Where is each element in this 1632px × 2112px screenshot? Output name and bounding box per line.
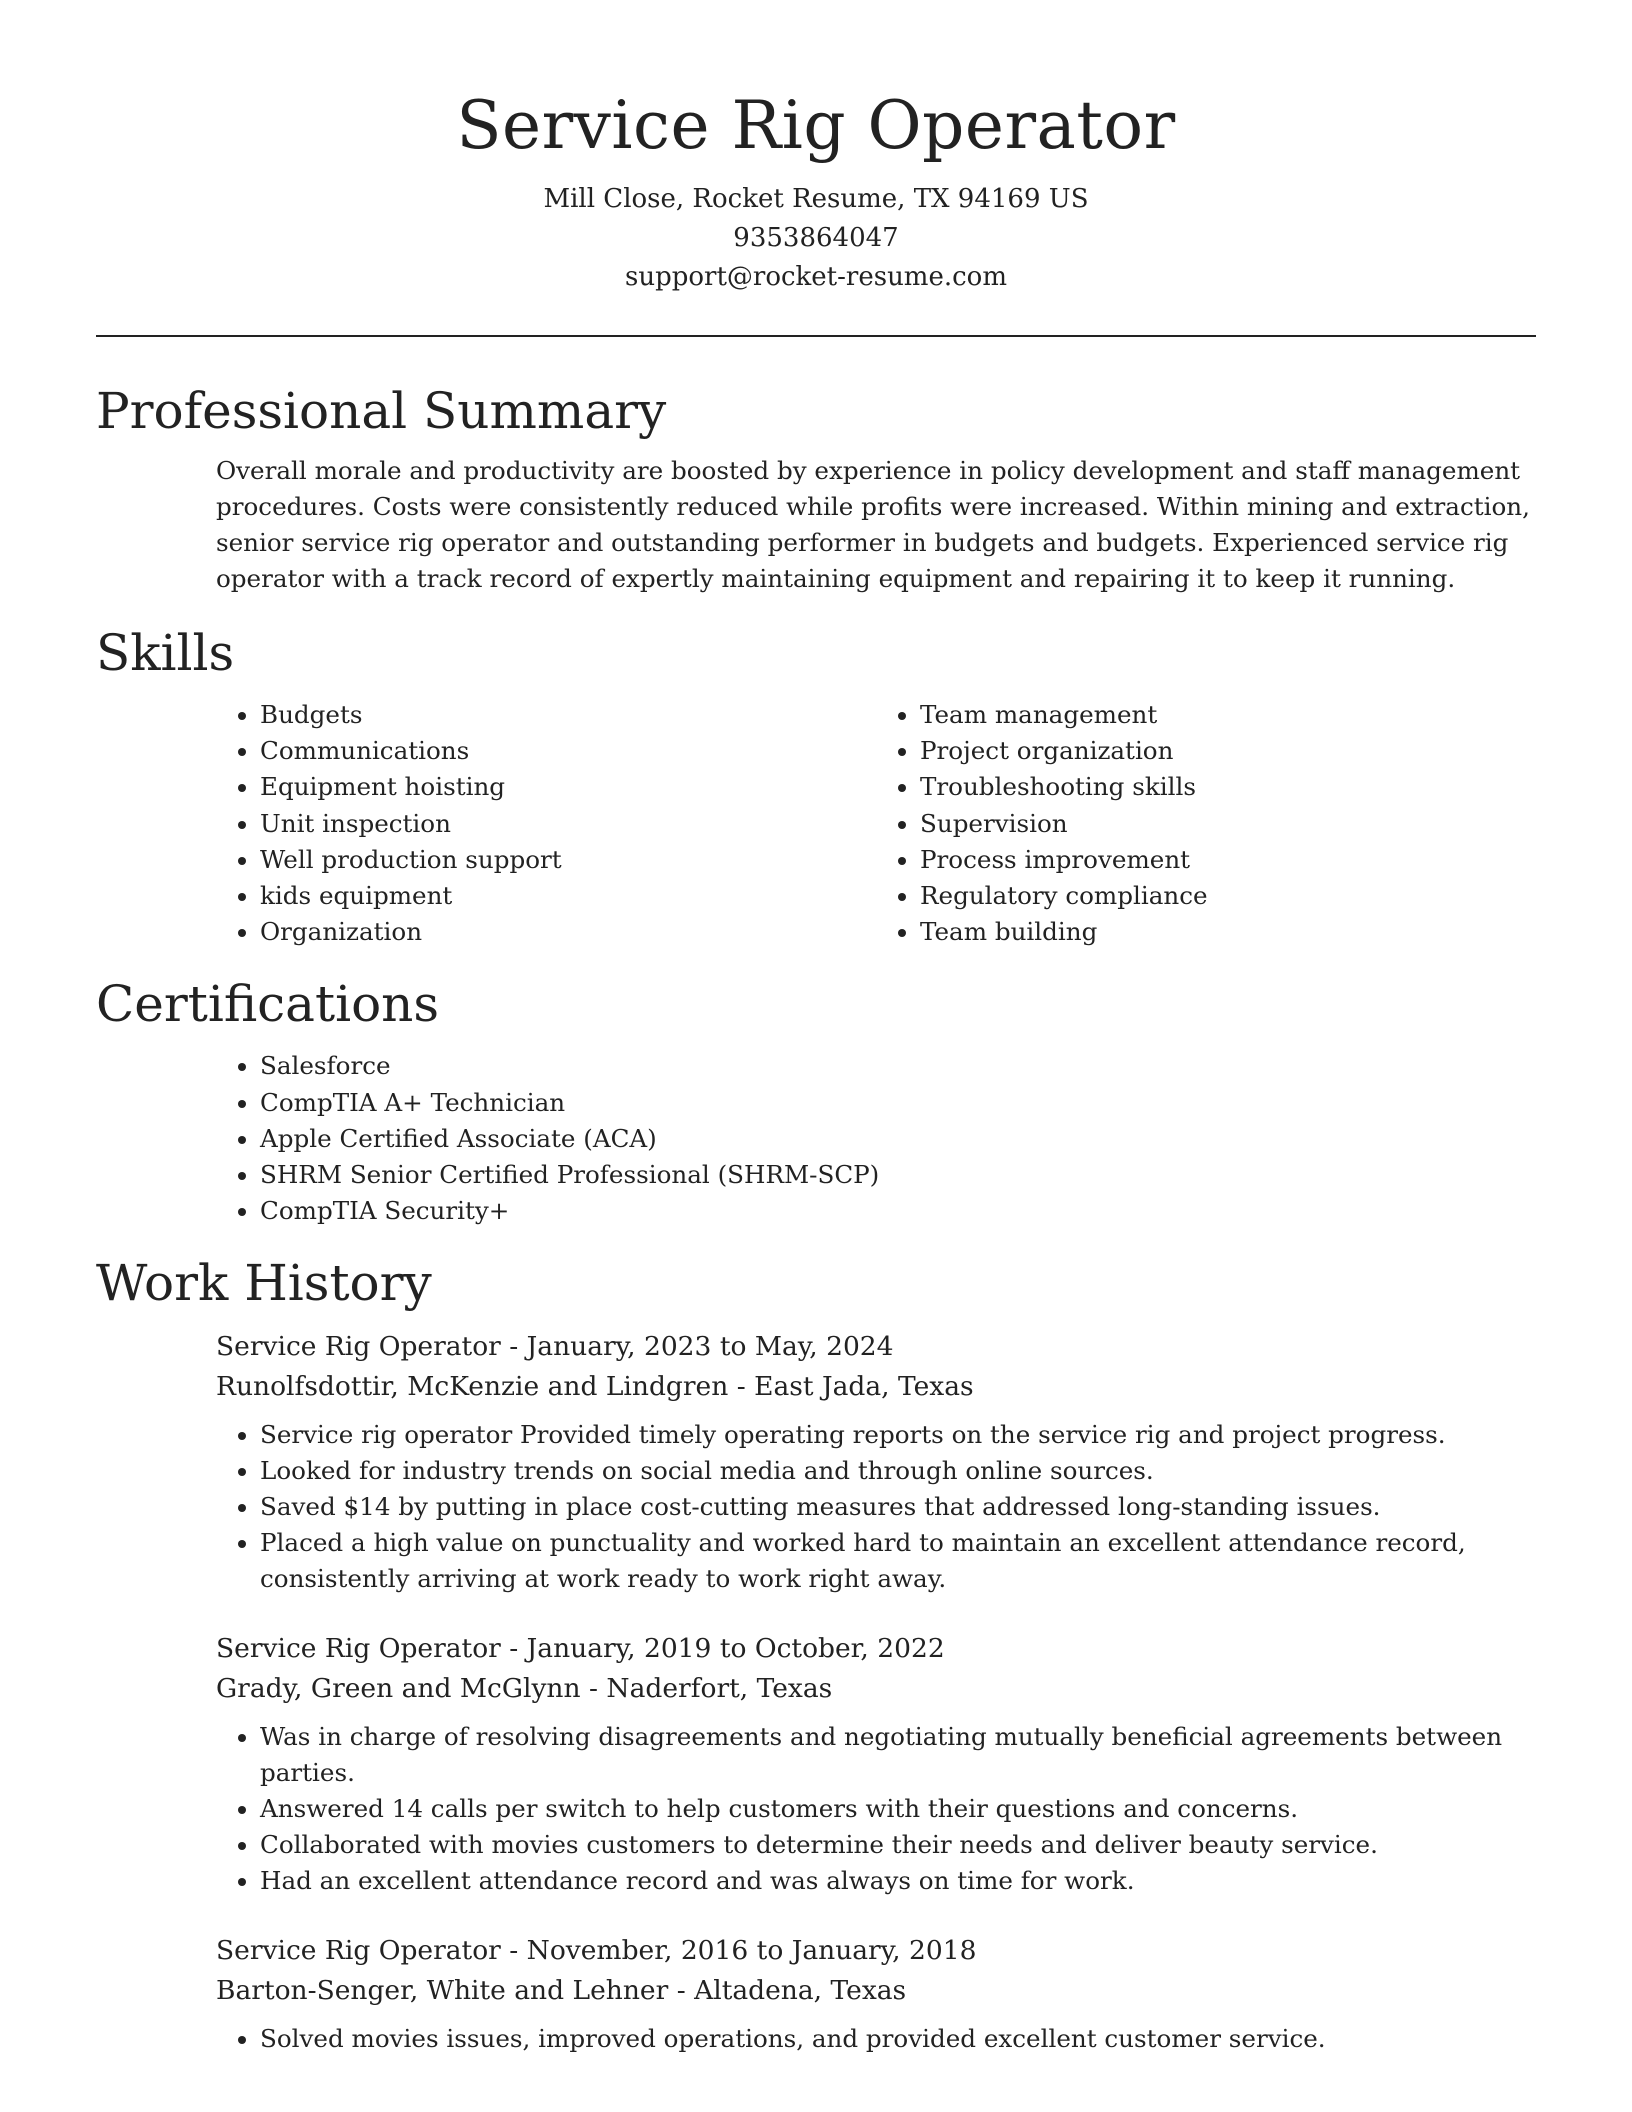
skill-item: • Team building bbox=[920, 914, 1536, 950]
job-bullets bbox=[216, 1417, 1536, 1597]
job-bullet: • Had an excellent attendance record and was always on time for work. bbox=[260, 1863, 1536, 1899]
skill-item: • Team management bbox=[920, 697, 1536, 733]
job-bullet: • Was in charge of resolving disagreements and negotiating mutually beneficial agreements between parties. bbox=[260, 1719, 1536, 1791]
summary-title: Professional Summary bbox=[96, 382, 667, 440]
job-dates: January, 2023 to May, 2024 bbox=[526, 1331, 894, 1363]
certification-item: • SHRM Senior Certified Professional (SHRM-SCP) bbox=[260, 1157, 1536, 1193]
skills-list-right bbox=[876, 697, 1536, 950]
job-company-line bbox=[216, 1367, 1536, 1407]
skill-item: • Project organization bbox=[920, 733, 1536, 769]
job-location: East Jada, Texas bbox=[754, 1371, 974, 1403]
company-separator: - bbox=[728, 1371, 755, 1403]
job-title: Service Rig Operator bbox=[216, 1331, 501, 1363]
skill-item: • Well production support bbox=[260, 842, 876, 878]
job-bullet: • Collaborated with movies customers to determine their needs and deliver beauty service. bbox=[260, 1827, 1536, 1863]
job-entry bbox=[216, 1931, 1536, 2057]
certifications-title: Certifications bbox=[96, 975, 440, 1034]
job-company: Grady, Green and McGlynn bbox=[216, 1673, 581, 1705]
job-company-line bbox=[216, 1669, 1536, 1709]
skill-item: • Equipment hoisting bbox=[260, 769, 876, 805]
job-bullet: • Looked for industry trends on social media and through online sources. bbox=[260, 1453, 1536, 1489]
contact-email: support@rocket-resume.com bbox=[624, 262, 1007, 292]
skill-item: • Budgets bbox=[260, 697, 876, 733]
resume-header bbox=[96, 0, 1536, 297]
job-entry bbox=[216, 1327, 1536, 1597]
company-separator: - bbox=[580, 1673, 607, 1705]
skill-item: • Unit inspection bbox=[260, 806, 876, 842]
skills-title: Skills bbox=[96, 624, 235, 682]
job-bullets bbox=[216, 1719, 1536, 1899]
job-location: Naderfort, Texas bbox=[606, 1673, 833, 1705]
contact-address: Mill Close, Rocket Resume, TX 94169 US bbox=[543, 184, 1089, 214]
skill-item: • Troubleshooting skills bbox=[920, 769, 1536, 805]
title-separator: - bbox=[500, 1633, 527, 1665]
job-title: Service Rig Operator bbox=[216, 1633, 501, 1665]
work-history-section bbox=[96, 1251, 1536, 2057]
job-company: Barton-Senger, White and Lehner bbox=[216, 1975, 669, 2007]
skill-item: • Regulatory compliance bbox=[920, 878, 1536, 914]
skill-item: • kids equipment bbox=[260, 878, 876, 914]
certification-item: • CompTIA A+ Technician bbox=[260, 1085, 1536, 1121]
summary-text: Overall morale and productivity are boosted by experience in policy development and staff management procedures. Costs were consistently reduced while profits were increased. Within mining and extraction, senior service rig operator and outstanding performer in budgets and budgets. Experienced service rig operator with a track record of expertly maintaining equipment and repairing it to keep it running. bbox=[216, 456, 1530, 593]
job-company: Runolfsdottir, McKenzie and Lindgren bbox=[216, 1371, 729, 1403]
job-title-line bbox=[216, 1629, 1536, 1669]
skill-item: • Supervision bbox=[920, 806, 1536, 842]
job-location: Altadena, Texas bbox=[694, 1975, 907, 2007]
certification-item: • CompTIA Security+ bbox=[260, 1193, 1536, 1229]
job-title-line bbox=[216, 1931, 1536, 1971]
skill-item: • Organization bbox=[260, 914, 876, 950]
job-title: Service Rig Operator bbox=[216, 1935, 501, 1967]
title-separator: - bbox=[500, 1935, 527, 1967]
title-separator: - bbox=[500, 1331, 527, 1363]
certifications-list bbox=[216, 1048, 1536, 1229]
job-bullet: • Placed a high value on punctuality and worked hard to maintain an excellent attendance record, consistently arriving at work ready to work right away. bbox=[260, 1525, 1536, 1597]
certification-item: • Apple Certified Associate (ACA) bbox=[260, 1121, 1536, 1157]
skills-columns bbox=[216, 697, 1536, 950]
summary-section bbox=[96, 379, 1536, 597]
job-company-line bbox=[216, 1971, 1536, 2011]
resume-name: Service Rig Operator bbox=[456, 87, 1176, 164]
skills-list-left bbox=[216, 697, 876, 950]
contact-phone: 9353864047 bbox=[733, 223, 899, 253]
skill-item: • Process improvement bbox=[920, 842, 1536, 878]
certification-item: • Salesforce bbox=[260, 1048, 1536, 1084]
job-bullet: • Solved movies issues, improved operations, and provided excellent customer service. bbox=[260, 2021, 1536, 2057]
job-bullets bbox=[216, 2021, 1536, 2057]
job-bullet: • Saved $14 by putting in place cost-cutting measures that addressed long-standing issues. bbox=[260, 1489, 1536, 1525]
job-bullet: • Answered 14 calls per switch to help customers with their questions and concerns. bbox=[260, 1791, 1536, 1827]
company-separator: - bbox=[668, 1975, 695, 2007]
skills-section bbox=[96, 621, 1536, 950]
skill-item: • Communications bbox=[260, 733, 876, 769]
work-history-title: Work History bbox=[96, 1254, 432, 1313]
job-dates: January, 2019 to October, 2022 bbox=[526, 1633, 945, 1665]
header-divider bbox=[96, 335, 1536, 337]
certifications-section bbox=[96, 972, 1536, 1229]
job-entry bbox=[216, 1629, 1536, 1899]
job-bullet: • Service rig operator Provided timely operating reports on the service rig and project progress. bbox=[260, 1417, 1536, 1453]
job-title-line bbox=[216, 1327, 1536, 1367]
contact-block bbox=[96, 180, 1536, 297]
job-dates: November, 2016 to January, 2018 bbox=[526, 1935, 977, 1967]
